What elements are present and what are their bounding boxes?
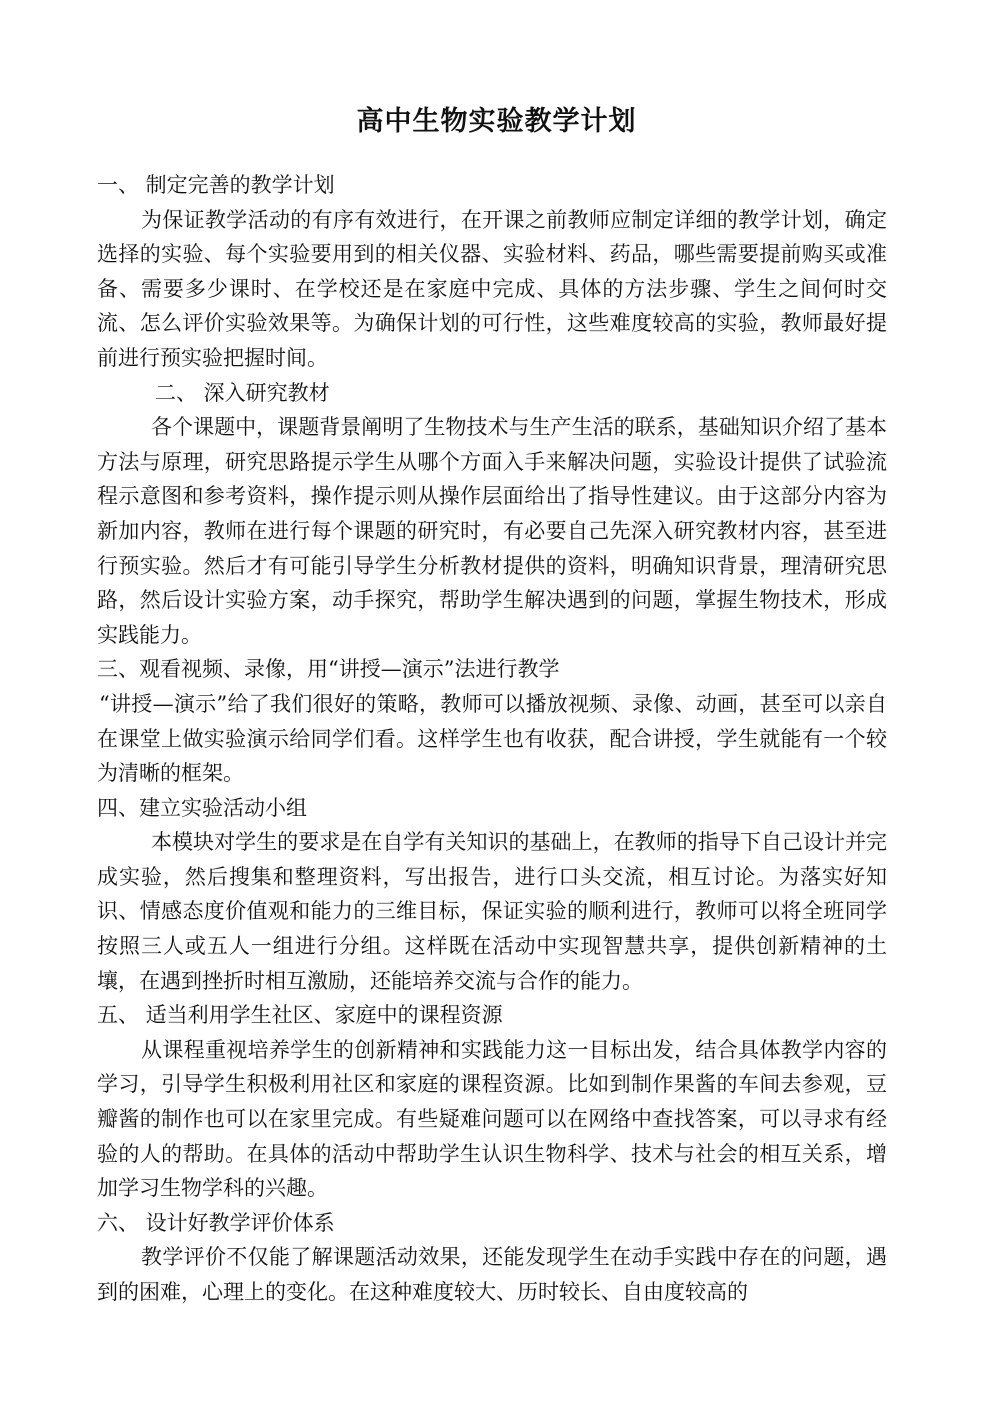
- section-2-heading: 二、 深入研究教材: [155, 380, 330, 405]
- section-5-paragraph: 从课程重视培养学生的创新精神和实践能力这一目标出发，结合具体教学内容的学习，引导学生积极利用社区和家庭的课程资源。比如到制作果酱的车间去参观，豆瓣酱的制作也可以在家里完成。有些疑难问题可以在网络中查找答案，可以寻求有经验的人的帮助。在具体的活动中帮助学生认识生物科学、技术与社会的相互关系，增加学习生物学科的兴趣。: [97, 1037, 887, 1201]
- section-5-heading: 五、 适当利用学生社区、家庭中的课程资源: [97, 1003, 503, 1028]
- section-6-heading: 六、 设计好教学评价体系: [97, 1210, 335, 1235]
- section-6-paragraph: 教学评价不仅能了解课题活动效果，还能发现学生在动手实践中存在的问题，遇到的困难，心理上的变化。在这种难度较大、历时较长、自由度较高的: [97, 1245, 887, 1304]
- section-3-paragraph: “讲授—演示”给了我们很好的策略，教师可以播放视频、录像、动画，甚至可以亲自在课堂上做实验演示给同学们看。这样学生也有收获，配合讲授，学生就能有一个较为清晰的框架。: [97, 691, 887, 786]
- section-1-paragraph: 为保证教学活动的有序有效进行，在开课之前教师应制定详细的教学计划，确定选择的实验、每个实验要用到的相关仪器、实验材料、药品，哪些需要提前购买或准备、需要多少课时、在学校还是在家庭中完成、具体的方法步骤、学生之间何时交流、怎么评价实验效果等。为确保计划的可行性，这些难度较高的实验，教师最好提前进行预实验把握时间。: [97, 207, 887, 370]
- section-4-paragraph: 本模块对学生的要求是在自学有关知识的基础上，在教师的指导下自己设计并完成实验，然后搜集和整理资料，写出报告，进行口头交流，相互讨论。为落实好知识、情感态度价值观和能力的三维目标，保证实验的顺利进行，教师可以将全班同学按照三人或五人一组进行分组。这样既在活动中实现智慧共享，提供创新精神的土壤，在遇到挫折时相互激励，还能培养交流与合作的能力。: [97, 830, 887, 993]
- document-body: [97, 168, 887, 1310]
- document-title: 高中生物实验教学计划: [356, 106, 637, 137]
- section-4-heading: 四、建立实验活动小组: [97, 795, 307, 820]
- section-2-paragraph: 各个课题中，课题背景阐明了生物技术与生产生活的联系，基础知识介绍了基本方法与原理，研究思路提示学生从哪个方面入手来解决问题，实验设计提供了试验流程示意图和参考资料，操作提示则从操作层面给出了指导性建议。由于这部分内容为新加内容，教师在进行每个课题的研究时，有必要自己先深入研究教材内容，甚至进行预实验。然后才有可能引导学生分析教材提供的资料，明确知识背景，理清研究思路，然后设计实验方案，动手探究，帮助学生解决遇到的问题，掌握生物技术，形成实践能力。: [97, 415, 887, 647]
- section-1-heading: 一、 制定完善的教学计划: [97, 173, 335, 197]
- section-3-heading: 三、观看视频、录像，用“讲授—演示”法进行教学: [97, 657, 560, 682]
